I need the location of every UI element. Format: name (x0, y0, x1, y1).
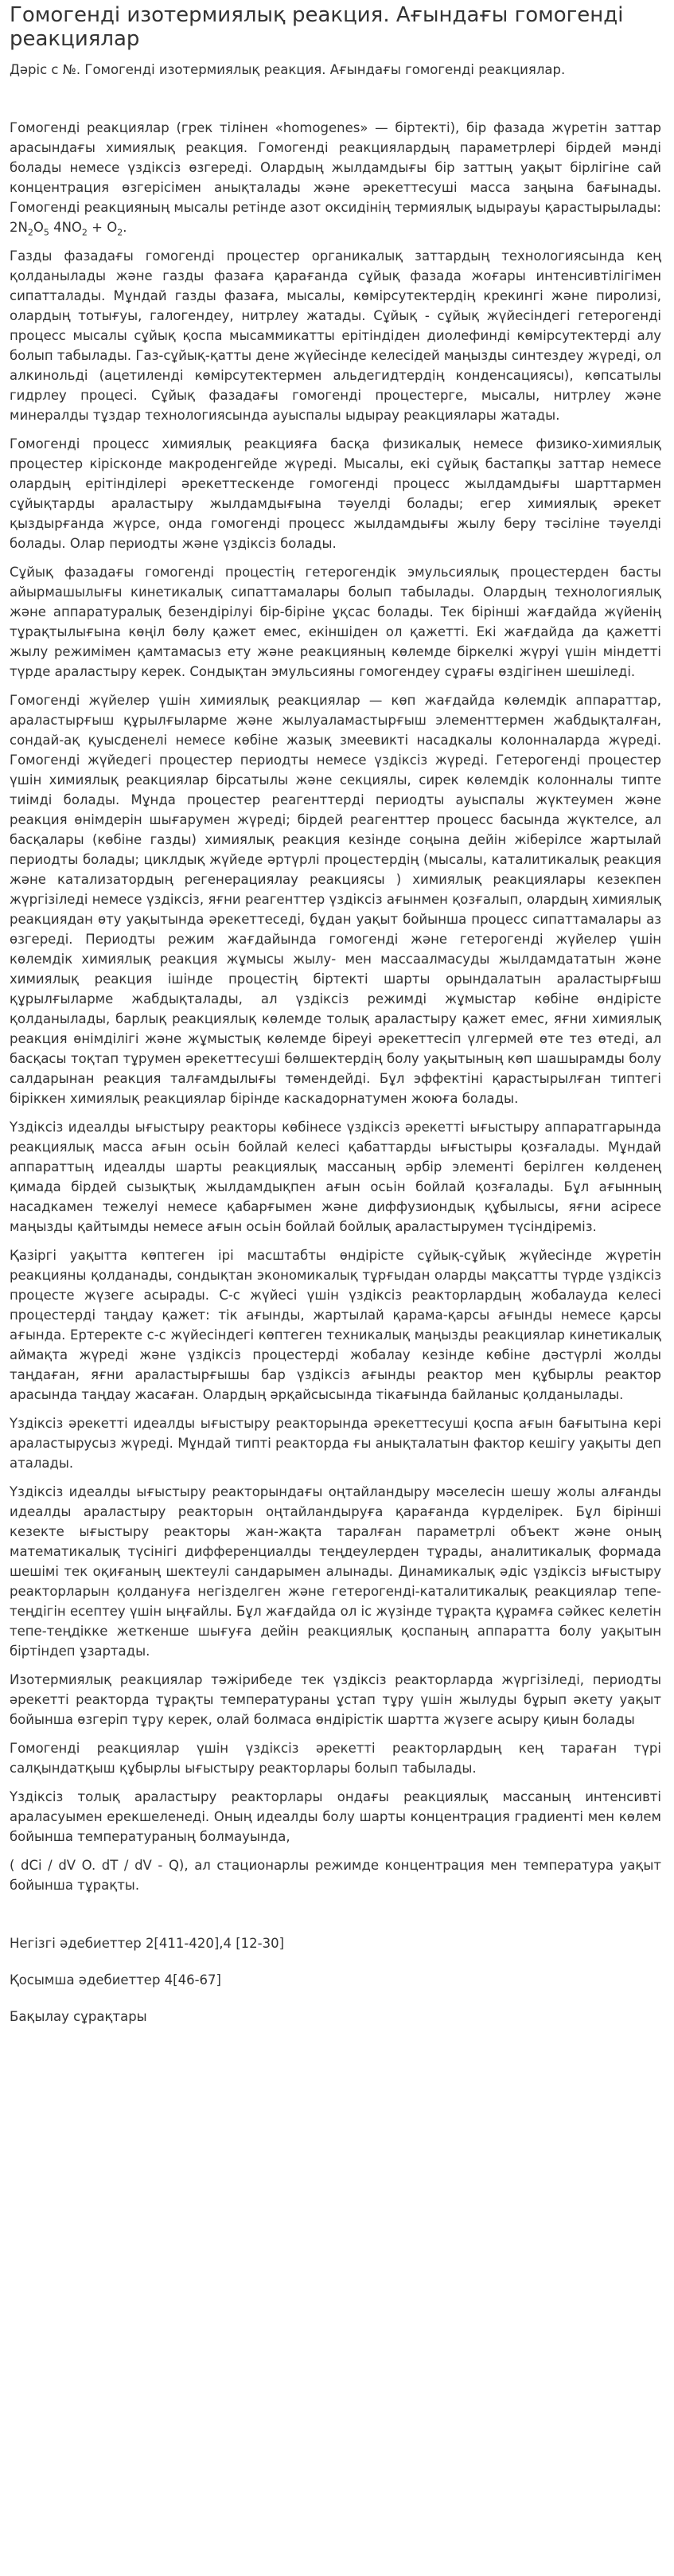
page-title: Гомогенді изотермиялық реакция. Ағындағы гомогенді реакциялар (10, 3, 624, 51)
formula-product-1: $4NO_2$ (49, 220, 88, 238)
formula-reactant: $2N_2O_5$ (10, 220, 49, 238)
paragraph-2: Газды фазадағы гомогенді процестер органикалық заттардың технологиясында кең қолданылады және газды фазаға қарағанда сұйық фазада жоғары интенсивтілігімен сипатталады. Мұндай газды фазаға, мысалы, көмірсутектердің крекингі және пиролизі, олардың тотығуы, галогендеу, нитрлеу жатады. Сұйық - сұйық жүйесіндегі гетерогенді процесс мысалы сұйық қоспа мысаммикатты ерітіндіден диолефинді көмірсутектерді алу болып табылады. Газ-сұйық-қатты дене жүйесінде келесідей маңызды синтездеу жүреді, ол алкинольді (ацетиленді көмірсутектермен альдегидтердің конденсациясы), көпсатылы гидрлеу процесі. Сұйық фазадағы гомогенді процестерге, мысалы, нитрлеу және минералды тұздар технологиясында ауыспалы ыдырау реакциялары жатады. (10, 248, 661, 423)
paragraph-8: Үздіксіз әрекетті идеалды ығыстыру реакторында әрекеттесуші қоспа ағын бағытына кері араластырусыз жүреді. Мұндай типті реакторда ғы анықталатын фактор кешігу уақыты деп аталады. (10, 1416, 661, 1471)
paragraph-13: ( dCi / dV O. dT / dV - Q), ал стационарлы режимде концентрация мен температура уақыт бойынша тұрақты. (10, 1858, 661, 1893)
paragraph-3: Гомогенді процесс химиялық реакцияға басқа физикалық немесе физико-химиялық процестер кірісконде макроденгейде жүреді. Мысалы, екі сұйық бастапқы заттар немесе олардың ерітінділері әрекеттескенде гомогенді процесс жылдамдығы шарттармен сұйықтарды араластыру жылдамдығына тәуелді болады; егер химиялық әрекет қыздырғанда жүрсе, онда гомогенді процесс жылдамдығы жылу беру тәсіліне тәуелді болады. Олар периодты және үздіксіз болады. (10, 436, 661, 551)
paragraph-1: Гомогенді реакциялар (грек тілінен «homogenes» — біртекті), бір фазада жүретін заттар арасындағы химиялық реакция. Гомогенді реакциялардың параметрлері бірдей мәнді болады немесе үздіксіз өзгереді. Олардың жылдамдығы бір заттың уақыт бірлігіне сай концентрация өзгерісімен анықталады және әрекеттесуші масса заңына бағынады. Гомогенді реакцияның мысалы ретінде азот оксидінің термиялық ыдырауы қарастырылады: $2N_2O_5$ $4NO_2 + O_2$. (10, 120, 661, 238)
formula-product-2: + $O_2$ (87, 220, 123, 238)
lecture-subtitle: Дәріс с №. Гомогенді изотермиялық реакция. Ағындағы гомогенді реакциялар. (10, 62, 566, 77)
references-section (10, 1933, 661, 2027)
paragraph-6: Үздіксіз идеалды ығыстыру реакторы көбінесе үздіксіз әрекетті ығыстыру аппаратгарында реакциялық масса ағын осьін бойлай келесі қабаттарды ығыстыры қозғалады. Мұндай аппараттың идеалды шарты реакциялық массаның әрбір элементі берілген көлденең қимада бірдей сызықтық жылдамдықпен ағын осьін бойлай қозғалады. Бұл ағынның насадкамен тежелуі немесе қабарғымен және диффузиондық құбылысы, яғни асіресе маңызды қайтымды немесе ағын осьін бойлай бойлық араластырумен түсіндіреміз. (10, 1120, 661, 1234)
control-questions: Бақылау сұрақтары (10, 2009, 147, 2024)
document-page (10, 3, 661, 2027)
paragraph-10: Изотермиялық реакциялар тәжірибеде тек үздіксіз реакторларда жүргізіледі, периодты әрекетті реакторда тұрақты температураны ұстап тұру үшін жылуды бұрып әкету уақыт бойынша өзгеріп тұру керек, олай болмаса өндірістік шартта жүзеге асыру қиын болады (10, 1672, 661, 1727)
main-literature: Негізгі әдебиеттер 2[411-420],4 [12-30] (10, 1936, 285, 1951)
paragraph-12: Үздіксіз толық араластыру реакторлары ондағы реакциялық массаның интенсивті араласуымен ерекшеленеді. Оның идеалды болу шарты концентрация градиенті мен көлем бойынша температураның болмауында, (10, 1789, 661, 1844)
paragraph-4: Сұйық фазадағы гомогенді процестің гетерогендік эмульсиялық процестерден басты айырмашылығы кинетикалық сипаттамалары болып табылады. Олардың технологиялық және аппаратуралық безендірілуі бір-біріне ұқсас болады. Тек бірінші жағдайда жүйенің тұрақтылығына көңіл бөлу қажет емес, екіншіден ол қажетті. Екі жағдайда да қажетті жылу режимімен қамтамасыз ету және реакцияның көлемде біркелкі жүруі үшін міндетті түрде араластыру керек. Сондықтан эмульсияны гомогендеу сұрағы өздігінен шешіледі. (10, 565, 661, 679)
paragraph-9: Үздіксіз идеалды ығыстыру реакторындағы оңтайландыру мәселесін шешу жолы алғанды идеалды араластыру реакторын оңтайландыруға қарағанда күрделірек. Бұл бірінші кезекте ығыстыру реакторы жан-жақта таралған параметрлі объект және оның математикалық түсінігі дифференциалды теңдеулерден тұрады, аналитикалық формада шешімі тек оқиғаның шектеулі сандарымен алынады. Динамикалық әдіс үздіксіз ығыстыру реакторларын қолдануға негізделген және гетерогенді-каталитикалық реакциялар тепе-теңдігін есептеу үшін ыңғайлы. Бұл жағдайда ол іс жүзінде тұрақта құрамға сәйкес келетін тепе-теңдікке жеткенше шығуға дейін реакциялық қоспаның аппаратта болу уақытын біртіндеп ұзартады. (10, 1484, 661, 1659)
additional-literature: Қосымша әдебиеттер 4[46-67] (10, 1972, 221, 1988)
paragraph-7: Қазіргі уақытта көптеген ірі масштабты өндірісте сұйық-сұйық жүйесінде жүретін реакцияны қолданады, сондықтан экономикалық тұрғыдан оларды мақсатты түрде үздіксіз процесте жүзеге асырады. С-с жүйесі үшін үздіксіз реакторлардың жобалауда келесі процестерді таңдау қажет: тік ағынды, жартылай қарама-қарсы ағынды немесе қарсы ағында. Ертеректе с-с жүйесіндегі көптеген техникалық маңызды реакциялар кинетикалық аймақта жүреді және үздіксіз процестерді жобалау кезінде көбіне дәстүрлі жолды таңдаған, яғни араластырғышы бар үздіксіз ағынды реактор мен құбырлы реактор арасында таңдау жасаған. Олардың әрқайсысында тікағында байланыс қолданылады. (10, 1248, 661, 1402)
paragraph-5: Гомогенді жүйелер үшін химиялық реакциялар — көп жағдайда көлемдік аппараттар, араластырғыш құрылғыларме және жылуаламастырғыш элементтермен жабдықталған, сондай-ақ қуысденелі немесе көбіне жазық змеевикті насадкалы колонналарда жүреді. Гомогенді жүйедегі процестер периодты немесе үздіксіз жүреді. Гетерогенді процестер үшін химиялық реакциялар бірсатылы және секциялы, сирек көлемдік колонналы типте тиімді болады. Мұнда процестер реагенттерді периодты ауыспалы жүктеумен және реакция өнімдерін шығарумен жүреді; бірдей реагенттер процесс басында жүктелсе, ал басқалары (көбіне газды) химиялық реакция кезінде соңына дейін жіберілсе жартылай периодты болады; циклдық жүйеде әртүрлі процестердің (мысалы, каталитикалық реакция және катализатордың регенерациялау реакциясы ) химиялық реакциялары кезекпен жүргізіледі немесе үздіксіз, яғни реагенттер үздіксіз ағынмен қозғалып, олардың химиялық реакциядан өту уақытында әрекеттеседі, бұдан уақыт бойынша процесс сипаттамалары аз өзгереді. Периодты режим жағдайында гомогенді және гетерогенді жүйелер үшін көлемдік химиялық реакция жұмысы жылу- мен массаалмасуды жылдамдататын және химиялық реакция ішінде процестің біртекті шарты орындалатын араластырғыш құрылғыларме жабдықталады, ал үздіксіз режимді жұмыстар көбіне өндірісте қолданылады, барлық реакциялық көлемде толық араластыру қажет емес, яғни химиялық реакция өнімділігі және жұмыстық көлемде біреуі әрекеттесіп үлгермей өте тез өтеді, ал басқасы тоқтап тұрумен әрекеттесуші бөлшектердің болу уақытының көп шашырамды болу салдарынан реакция талғамдылығы төмендейді. Бұл эффектіні қарастырылған типтегі біріккен химиялық реакциялар бірінде каскадорнатумен жоюға болады. (10, 693, 661, 1106)
paragraph-1-text: Гомогенді реакциялар (грек тілінен «homogenes» — біртекті), бір фазада жүретін заттар арасындағы химиялық реакция. Гомогенді реакциялардың параметрлері бірдей мәнді болады немесе үздіксіз өзгереді. Олардың жылдамдығы бір заттың уақыт бірлігіне сай концентрация өзгерісімен анықталады және әрекеттесуші масса заңына бағынады. Гомогенді реакцияның мысалы ретінде азот оксидінің термиялық ыдырауы қарастырылады: (10, 120, 661, 215)
paragraph-11: Гомогенді реакциялар үшін үздіксіз әрекетті реакторлардың кең тараған түрі салқындатқыш құбырлы ығыстыру реакторлары болып табылады. (10, 1741, 661, 1776)
